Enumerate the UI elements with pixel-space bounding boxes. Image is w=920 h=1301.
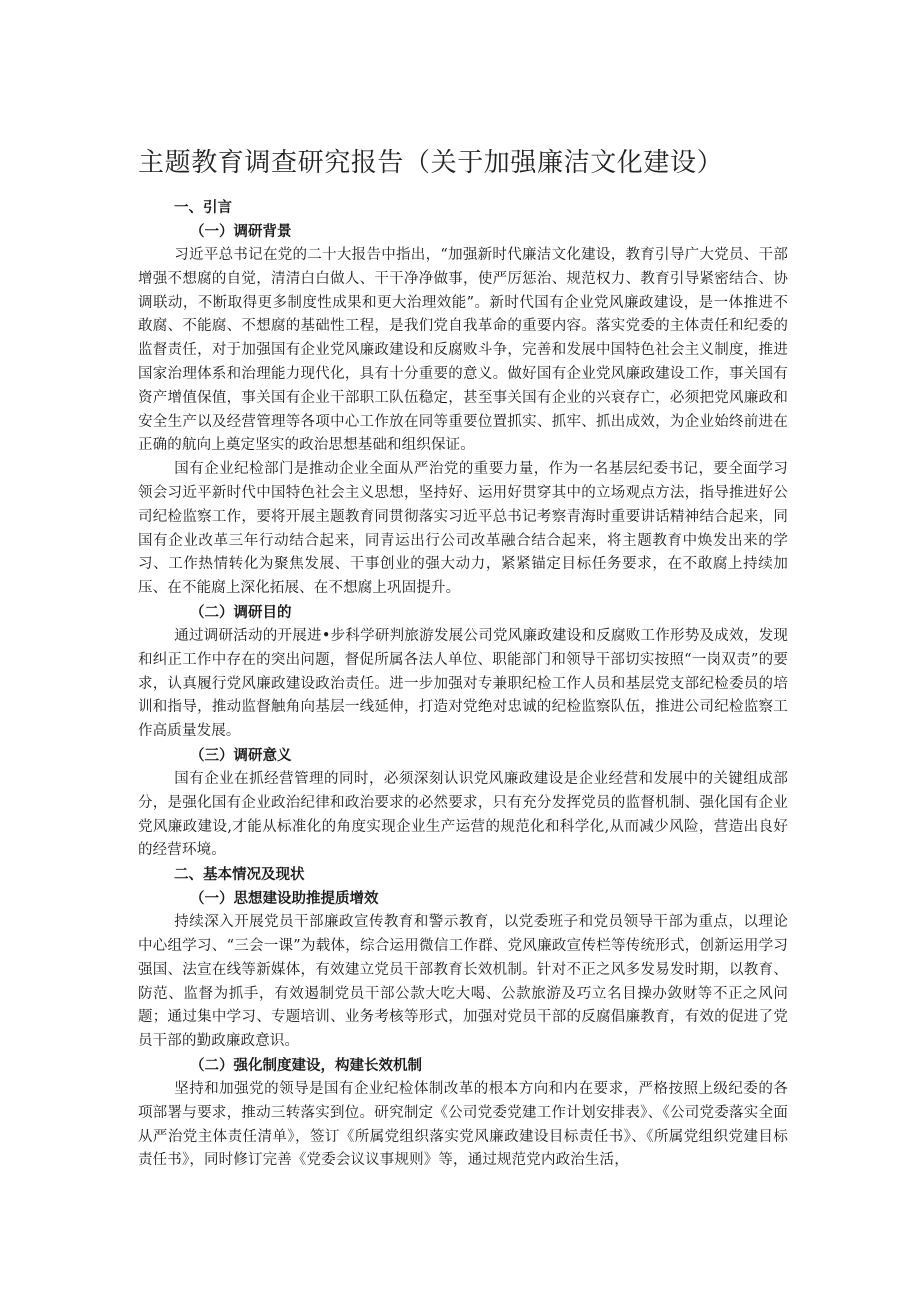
- subsection-heading: （三）调研意义: [190, 747, 292, 764]
- paragraph: 通过调研活动的开展进•步科学研判旅游发展公司党风廉政建设和反腐败工作形势及成效，发现和纠正工作中存在的突出问题，督促所属各法人单位、职能部门和领导干部切实按照“一岗双责”的要求，认真履行党风廉政建设政治责任。进一步加强对专兼职纪检工作人员和基层党支部纪检委员的培训和指导，推动监督触角向基层一线延伸，打造对党绝对忠诚的纪检监察队伍，推进公司纪检监察工作高质量发展。: [138, 627, 788, 740]
- subsection-heading: （一）思想建设助推提质增效: [190, 891, 379, 908]
- paragraph: 坚持和加强党的领导是国有企业纪检体制改革的根本方向和内在要求，严格按照上级纪委的各项部署与要求，推动三转落实到位。研究制定《公司党委党建工作计划安排表》、《公司党委落实全面从严治党主体责任清单》，签订《所属党组织落实党风廉政建设目标责任书》、《所属党组织党建目标责任书》，同时修订完善《党委会议议事规则》等，通过规范党内政治生活，: [138, 1080, 788, 1169]
- document-body: [138, 196, 788, 1173]
- document-page: [138, 143, 788, 1173]
- section-heading: 二、基本情况及现状: [174, 867, 305, 884]
- subsection-heading: （一）调研背景: [190, 224, 292, 240]
- paragraph: 国有企业在抓经营管理的同时，必须深刻认识党风廉政建设是企业经营和发展中的关键组成部分，是强化国有企业政治纪律和政治要求的必然要求，只有充分发挥党员的监督机制、强化国有企业党风廉政建设,才能从标准化的角度实现企业生产运营的规范化和科学化,从而减少风险，营造出良好的经营环境。: [138, 770, 788, 859]
- document-title: 主题教育调查研究报告（关于加强廉洁文化建设）: [138, 148, 724, 178]
- paragraph: 持续深入开展党员干部廉政宣传教育和警示教育，以党委班子和党员领导干部为重点，以理论中心组学习、“三会一课”为载体，综合运用微信工作群、党风廉政宣传栏等传统形式，创新运用学习强国、法宣在线等新媒体，有效建立党员干部教育长效机制。针对不正之风多发易发时期，以教育、防范、监督为抓手，有效遏制党员干部公款大吃大喝、公款旅游及巧立名目操办敛财等不正之风问题；通过集中学习、专题培训、业务考核等形式，加强对党员干部的反腐倡廉教育，有效的促进了党员干部的勤政廉政意识。: [138, 914, 788, 1050]
- subsection-heading: （二）调研目的: [190, 604, 292, 621]
- subsection-heading: （二）强化制度建设，构建长效机制: [190, 1057, 422, 1074]
- section-heading: 一、引言: [174, 200, 232, 216]
- paragraph: 习近平总书记在党的二十大报告中指出，“加强新时代廉洁文化建设，教育引导广大党员、干部增强不想腐的自觉，清清白白做人、干干净净做事，使严厉惩治、规范权力、教育引导紧密结合、协调联动，不断取得更多制度性成果和更大治理效能”。新时代国有企业党风廉政建设，是一体推进不敢腐、不能腐、不想腐的基础性工程，是我们党自我革命的重要内容。落实党委的主体责任和纪委的监督责任，对于加强国有企业党风廉政建设和反腐败斗争，完善和发展中国特色社会主义制度，推进国家治理体系和治理能力现代化，具有十分重要的意义。做好国有企业党风廉政建设工作，事关国有资产增值保值，事关国有企业干部职工队伍稳定，甚至事关国有企业的兴衰存亡，必须把党风廉政和安全生产以及经营管理等各项中心工作放在同等重要位置抓实、抓牢、抓出成效，为企业始终前进在正确的航向上奠定坚实的政治思想基础和组织保证。: [138, 247, 788, 454]
- paragraph: 国有企业纪检部门是推动企业全面从严治党的重要力量，作为一名基层纪委书记，要全面学习领会习近平新时代中国特色社会主义思想，坚持好、运用好贯穿其中的立场观点方法，指导推进好公司纪检监察工作，要将开展主题教育同贯彻落实习近平总书记考察青海时重要讲话精神结合起来，同国有企业改革三年行动结合起来，同青运出行公司改革融合结合起来，将主题教育中焕发出来的学习、工作热情转化为聚焦发展、干事创业的强大动力，紧紧锚定目标任务要求，在不敢腐上持续加压、在不能腐上深化拓展、在不想腐上巩固提升。: [138, 461, 788, 597]
